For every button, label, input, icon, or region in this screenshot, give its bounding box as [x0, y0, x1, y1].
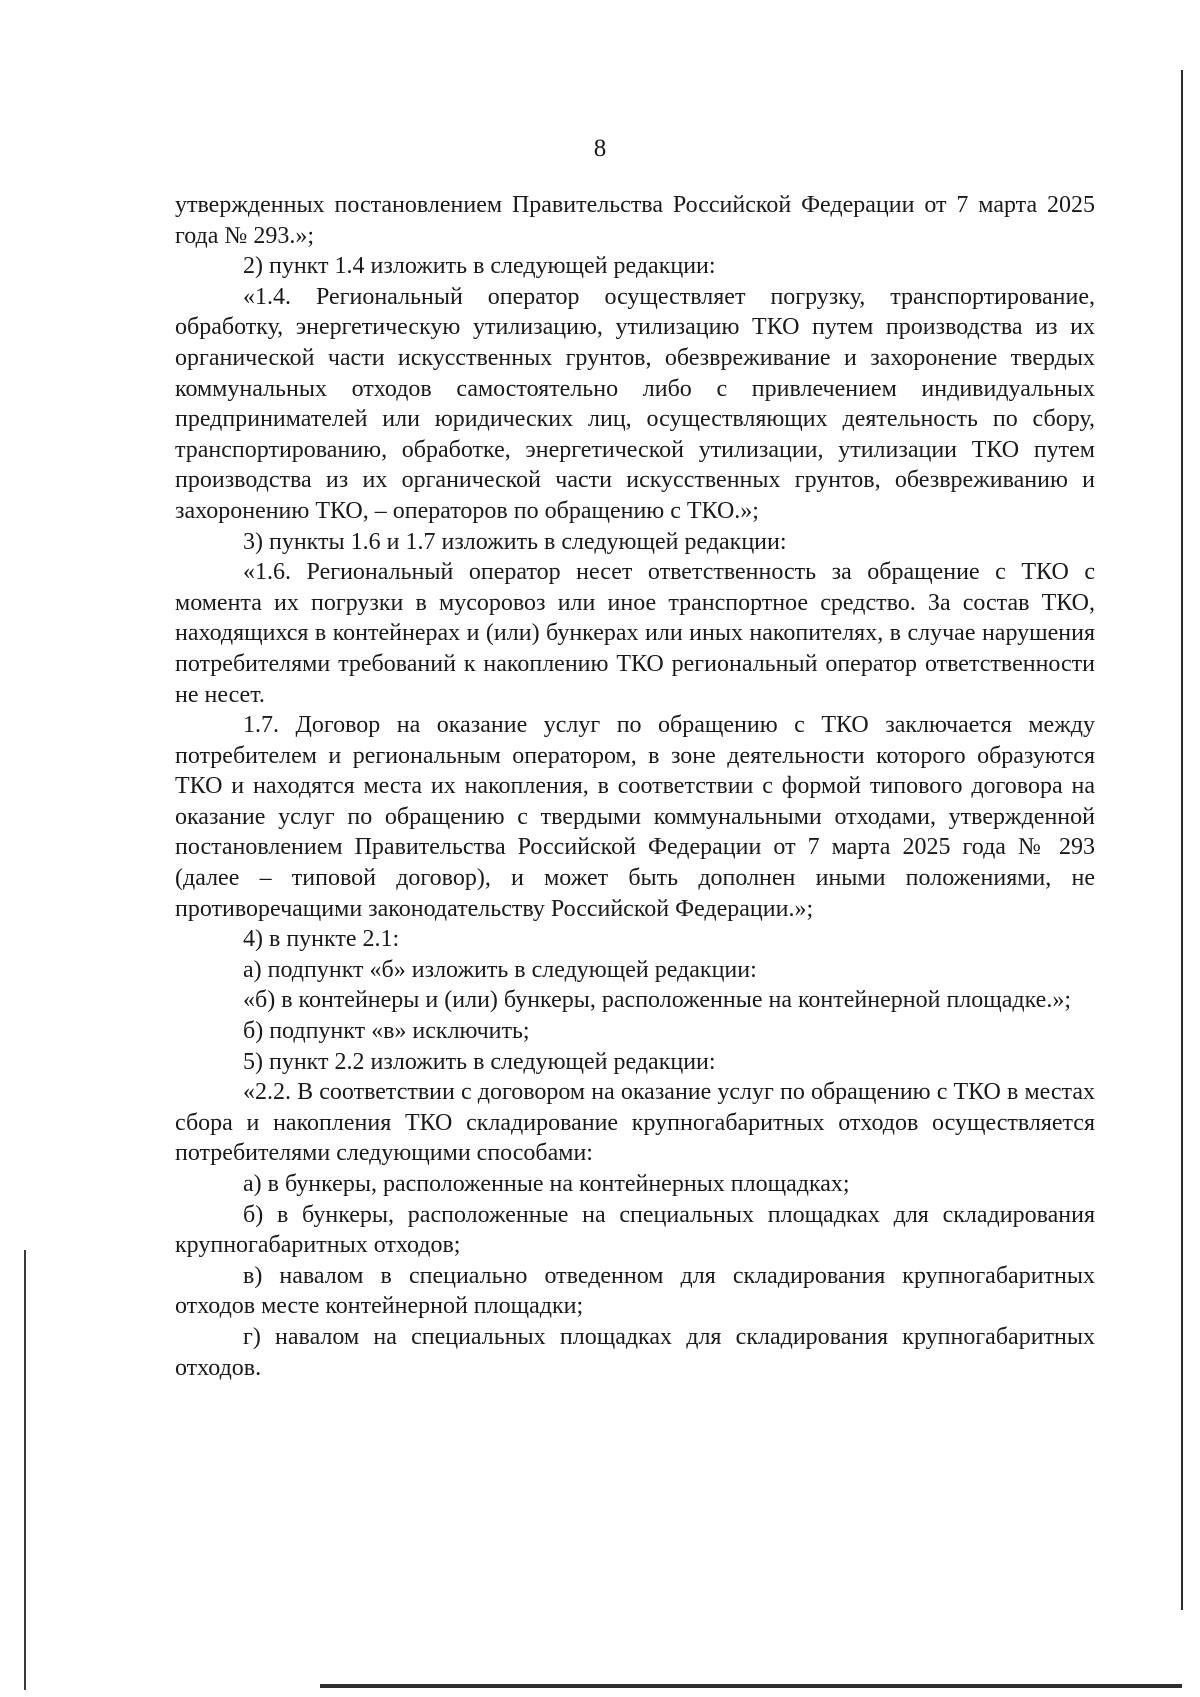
scan-edge-right: [1181, 70, 1183, 1610]
paragraph-clause-2-2: «2.2. В соответствии с договором на оказание услуг по обращению с ТКО в местах сбора и накопления ТКО складирование крупногабаритных отходов осуществляется потребителями следующими способами:: [175, 1079, 1095, 1167]
paragraph-method-b: б) в бункеры, расположенные на специальных площадках для складирования крупногабаритных отходов;: [175, 1201, 1095, 1259]
paragraph-clause-1-7: 1.7. Договор на оказание услуг по обращению с ТКО заключается между потребителем и региональным оператором, в зоне деятельности которого образуются ТКО и находятся места их накопления, в соответствии с формой типового договора на оказание услуг по обращению с твердыми коммунальными отходами, утвержденной постановлением Правительства Российской Федерации от 7 марта 2025 года № 293 (далее – типовой договор), и может быть дополнен иными положениями, не противоречащими законодательству Российской Федерации.»;: [175, 712, 1095, 922]
scan-edge-left: [24, 1250, 26, 1690]
paragraph-subitem-a: а) подпункт «б» изложить в следующей редакции:: [243, 956, 757, 983]
document-body: [175, 190, 1095, 1383]
paragraph-continuation: утвержденных постановлением Правительства Российской Федерации от 7 марта 2025 года № 293.»;: [175, 192, 1095, 249]
page-number: 8: [593, 135, 607, 162]
paragraph-item-3: 3) пункты 1.6 и 1.7 изложить в следующей редакции:: [243, 528, 787, 555]
paragraph-item-2: 2) пункт 1.4 изложить в следующей редакции:: [243, 253, 716, 280]
paragraph-method-a: а) в бункеры, расположенные на контейнерных площадках;: [243, 1171, 850, 1197]
paragraph-subitem-b: б) подпункт «в» исключить;: [243, 1018, 530, 1045]
paragraph-item-4: 4) в пункте 2.1:: [243, 926, 400, 953]
paragraph-subitem-b-text: «б) в контейнеры и (или) бункеры, расположенные на контейнерной площадке.»;: [243, 987, 1071, 1014]
paragraph-item-5: 5) пункт 2.2 изложить в следующей редакции:: [243, 1048, 716, 1075]
paragraph-clause-1-6: «1.6. Региональный оператор несет ответственность за обращение с ТКО с момента их погрузки в мусоровоз или иное транспортное средство. За состав ТКО, находящихся в контейнерах и (или) бункерах или иных накопителях, в случае нарушения потребителями требований к накоплению ТКО региональный оператор ответственности не несет.: [175, 559, 1095, 708]
paragraph-method-v: в) навалом в специально отведенном для складирования крупногабаритных отходов месте контейнерной площадки;: [175, 1262, 1095, 1320]
paragraph-clause-1-4: «1.4. Региональный оператор осуществляет погрузку, транспортирование, обработку, энергетическую утилизацию, утилизацию ТКО путем производства из их органической части искусственных грунтов, обезвреживание и захоронение твердых коммунальных отходов самостоятельно либо с привлечением индивидуальных предпринимателей или юридических лиц, осуществляющих деятельность по сбору, транспортированию, обработке, энергетической утилизации, утилизации ТКО путем производства из их органической части искусственных грунтов, обезвреживанию и захоронению ТКО, – операторов по обращению с ТКО.»;: [175, 283, 1095, 524]
paragraph-method-g: г) навалом на специальных площадках для складирования крупногабаритных отходов.: [175, 1323, 1095, 1381]
scan-edge-bottom: [320, 1684, 1182, 1688]
